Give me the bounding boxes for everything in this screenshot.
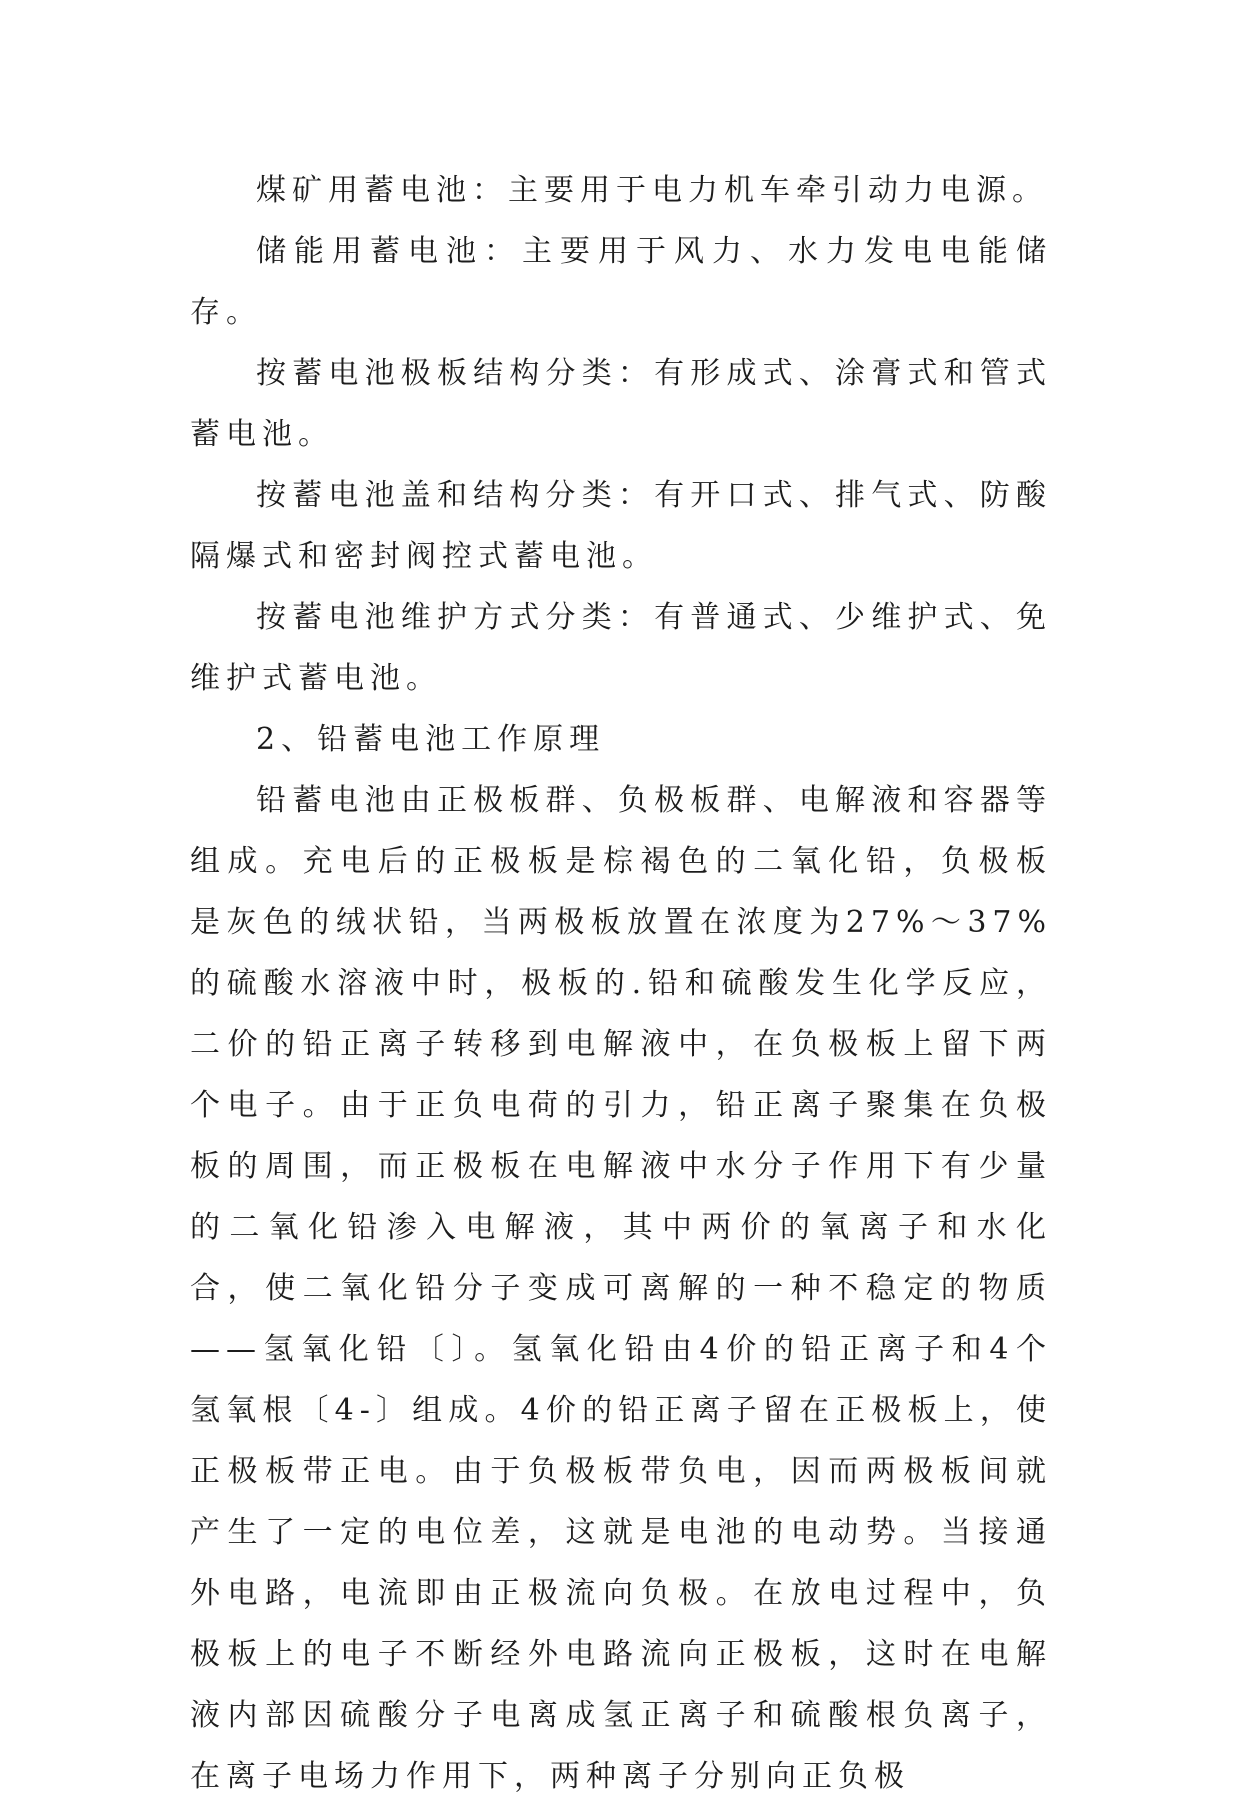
- paragraph-energy-storage-battery: 储能用蓄电池：主要用于风力、水力发电电能储存。: [190, 234, 1052, 330]
- section-heading: 2、铅蓄电池工作原理: [256, 722, 606, 757]
- paragraph-coal-mine-battery: 煤矿用蓄电池：主要用于电力机车牵引动力电源。: [256, 173, 1048, 208]
- paragraph-cover-structure: 按蓄电池盖和结构分类：有开口式、排气式、防酸隔爆式和密封阀控式蓄电池。: [190, 478, 1052, 574]
- paragraph-maintenance-type: 按蓄电池维护方式分类：有普通式、少维护式、免维护式蓄电池。: [190, 600, 1052, 696]
- paragraph-plate-structure: 按蓄电池极板结构分类：有形成式、涂膏式和管式蓄电池。: [190, 356, 1052, 452]
- document-page: [190, 160, 1052, 1807]
- paragraph-working-principle: 铅蓄电池由正极板群、负极板群、电解液和容器等组成。充电后的正极板是棕褐色的二氧化铅，负极板是灰色的绒状铅，当两极板放置在浓度为27%～37%的硫酸水溶液中时，极板的.铅和硫酸发生化学反应，二价的铅正离子转移到电解液中，在负极板上留下两个电子。由于正负电荷的引力，铅正离子聚集在负极板的周围，而正极板在电解液中水分子作用下有少量的二氧化铅渗入电解液，其中两价的氧离子和水化合，使二氧化铅分子变成可离解的一种不稳定的物质——氢氧化铅〔〕。氢氧化铅由4价的铅正离子和4个氢氧根〔4-〕组成。4价的铅正离子留在正极板上，使正极板带正电。由于负极板带负电，因而两极板间就产生了一定的电位差，这就是电池的电动势。当接通外电路，电流即由正极流向负极。在放电过程中，负极板上的电子不断经外电路流向正极板，这时在电解液内部因硫酸分子电离成氢正离子和硫酸根负离子，在离子电场力作用下，两种离子分别向正负极: [190, 783, 1052, 1794]
